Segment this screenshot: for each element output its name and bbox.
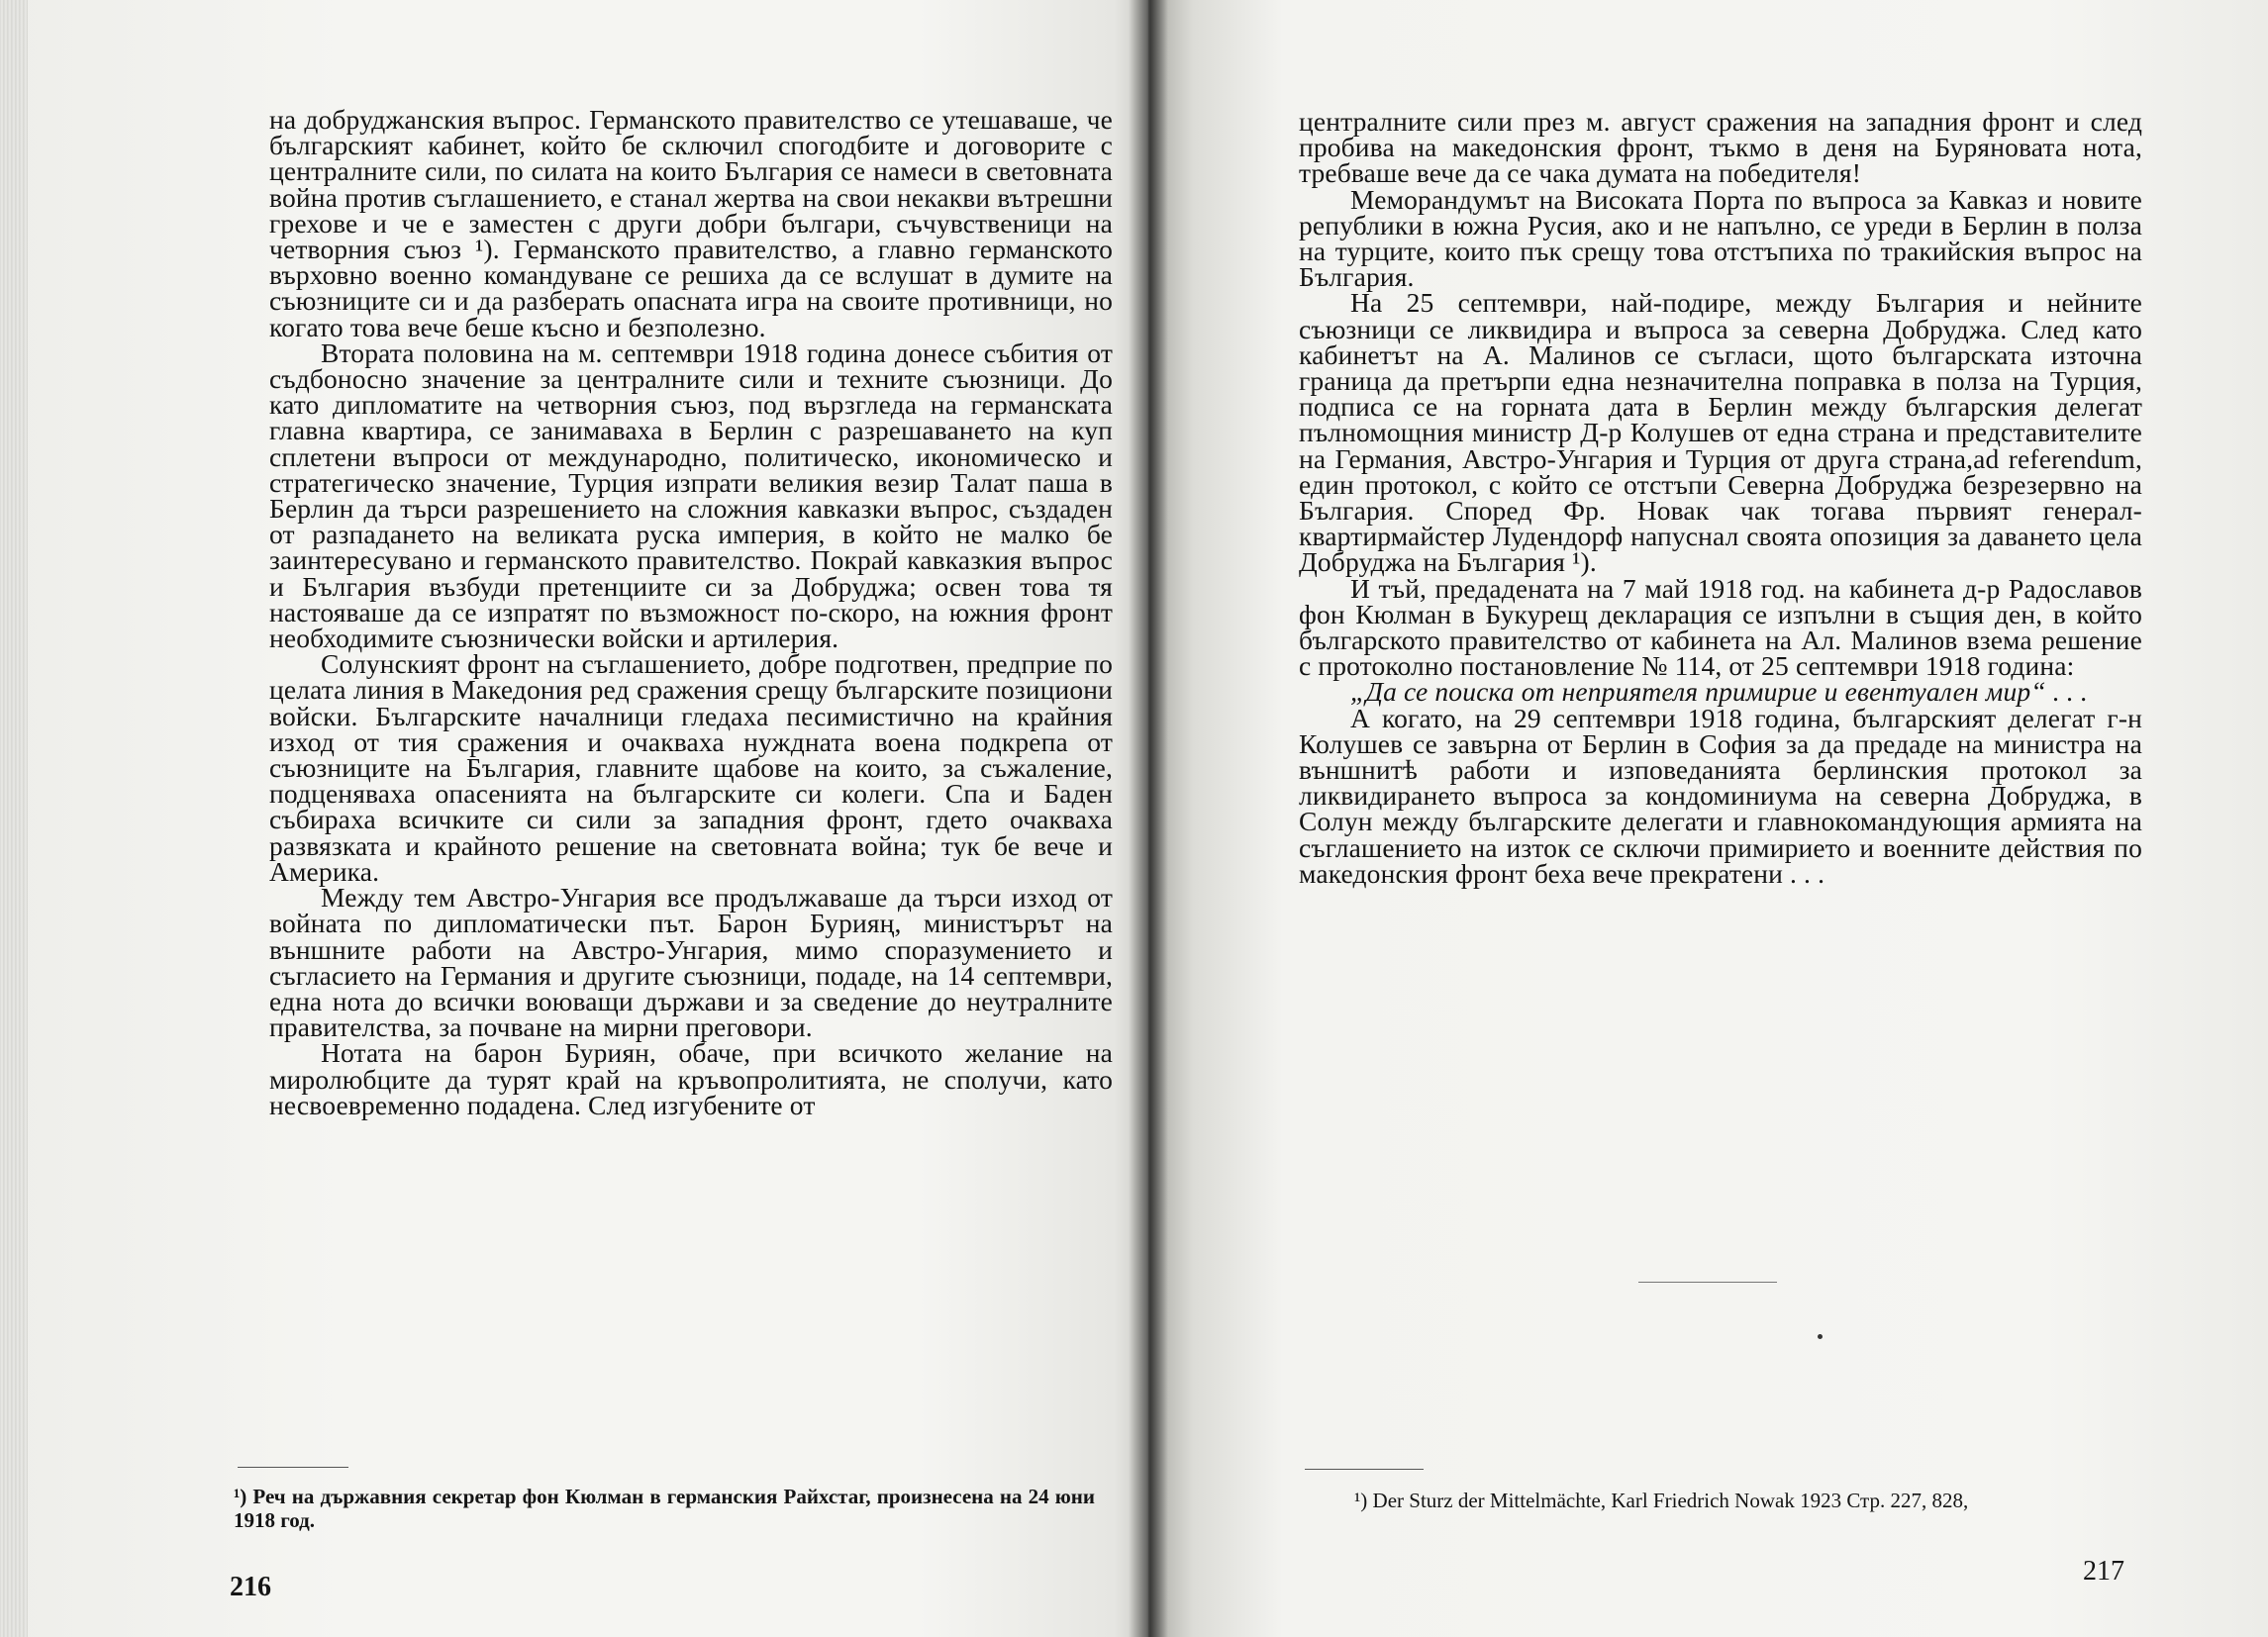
left-footnote-rule — [238, 1467, 348, 1468]
right-page-body — [1299, 106, 2142, 889]
ink-speck — [1818, 1334, 1823, 1339]
section-rule — [1638, 1282, 1777, 1283]
left-footnote — [234, 1485, 1095, 1532]
left-paragraph-4: Между тем Австро-Унгария все продължаваше да търси изход от войната по дипломатически път. Барон Бурияң, министърът на външните работи на Австро-Унгария, мимо споразумението и съгласието на Германия и другите съюзници, подаде, на 14 септември, една нота до всички воюващи държави и за сведение до неутралните правителства, за почване на мирни преговори. — [269, 882, 1113, 1043]
right-paragraph-3: На 25 септември, най-подире, между България и нейните съюзници се ликвидира и въпроса за северна Добруджа. След като кабинетът на А. Малинов се съгласи, щото българската източна граница да претърпи една незначителна поправка в полза на Турция, подписа се на горната дата в Берлин между българския делегат пълномощния министр Д-р Колушев от една страна и представителите на Германия, Австро-Унгария и Турция от друга страна,ad referendum, един протокол, с който се отстъпи Северна Добруджа безрезервно на България. Според Фр. Новак чак тогава първият генерал-квартирмайстер Лудендорф напуснал своята опозиция за даването цела Добруджа на България ¹). — [1299, 287, 2142, 578]
right-quote: „Да се поиска от неприятеля примирие и евентуален мир“ . . . — [1350, 676, 2088, 708]
left-paragraph-1: на добруджанския въпрос. Германското правителство се утешаваше, че българският кабинет, който бе сключил спогодбите и договорите с централните сили, по силата на които България се намеси в световната война против съглашението, е станал жертва на свои некакви вътрешни грехове и че е заместен с други добри българи, съчувственици на четворния съюз ¹). Германското правителство, а главно германското върховно военно командуване се решиха да се вслушат в думите на съюзниците си и да разберать опасната игра на своите противници, но когато това вече беше късно и безполезно. — [269, 104, 1113, 342]
left-page-number: 216 — [230, 1572, 271, 1602]
page-edge-shading — [0, 0, 28, 1637]
book-gutter — [1129, 0, 1168, 1637]
left-footnote-text: ¹) Реч на държавния секретар фон Кюлман в германския Райхстаг, произнесена на 24 юни 1918 год. — [234, 1485, 1095, 1532]
left-page-body — [269, 104, 1113, 1120]
right-footnote: ¹) Der Sturz der Mittelmächte, Karl Friedrich Nowak 1923 Стр. 227, 828, — [1354, 1489, 1969, 1512]
left-paragraph-2: Втората половина на м. септември 1918 година донесе събития от съдбоносно значение за централните сили и техните съюзници. До като дипломатите на четворния съюз, под вързгледа на германската главна квартира, се занимаваха в Берлин с разрешаването на куп сплетени въпроси от международно, политическо, икономическо и стратегическо значение, Турция изпрати великия везир Талат паша в Берлин да търси разрешението на сложния кавказки въпрос, създаден от разпадането на великата руска империя, в който не малко бе заинтересувано и германското правителство. Покрай кавказкия въпрос и България възбуди претенциите си за Добруджа; освен това тя настояваше да се изпратят по възможност по-скоро, на южния фронт необходимите съюзнически войски и артилерия. — [269, 337, 1113, 654]
left-paragraph-3: Солунският фронт на съглашението, добре подготвен, предприе по целата линия в Македония ред сражения срещу българските позициони войски. Българските началници гледаха песимистично на крайния изход от тия сражения и очакваха нуждната военa подкрепа от съюзниците на България, главните щабове на които, за съжаление, подценяваха опасенията на българските си колеги. Спа и Баден събираха всичките си сили за западния фронт, гдето очакваха развязката и крайното решение на световната война; тук бе вече и Америка. — [269, 648, 1113, 887]
right-footnote-rule — [1305, 1469, 1424, 1470]
left-paragraph-5: Нотата на барон Буриян, обаче, при всичкото желание на миролюбците да турят край на кръвопролитията, не сполучи, като несвоевременно подадена. След изгубените от — [269, 1037, 1113, 1120]
right-paragraph-4: И тъй, предадената на 7 май 1918 год. на кабинета д-р Радославов фон Кюлман в Букурещ декларация се изпълни в същия ден, в който българското правителство от кабинета на Ал. Малинов взема решение с протоколно постановление № 114, от 25 септември 1918 година: — [1299, 572, 2142, 682]
right-paragraph-2: Меморандумът на Високата Порта по въпроса за Кавказ и новите републики в южна Русия, ако и не напълно, се уреди в Берлин в полза на турците, които пък срещу това отстъпиха по тракийския въпрос на България. — [1299, 183, 2142, 293]
right-page-number: 217 — [2083, 1556, 2124, 1587]
right-paragraph-5: А когато, на 29 септември 1918 година, българският делегат г-н Колушев се завърна от Берлин в София за да предаде на министра на външнитѣ работи и изповеданията берлинския протокол за ликвидирането въпроса за кондоминиума на северна Добруджа, в Солун между българските делегати и главнокомандующия армията на съглашението на изток се сключи примирието и военните действия по македонския фронт беха вече прекратени . . . — [1299, 702, 2142, 889]
right-paragraph-1: централните сили през м. август сражения на западния фронт и след пробива на македонския фронт, тъкмо в деня на Буряновата нота, требваше вече да се чака думата на победителя! — [1299, 106, 2142, 189]
